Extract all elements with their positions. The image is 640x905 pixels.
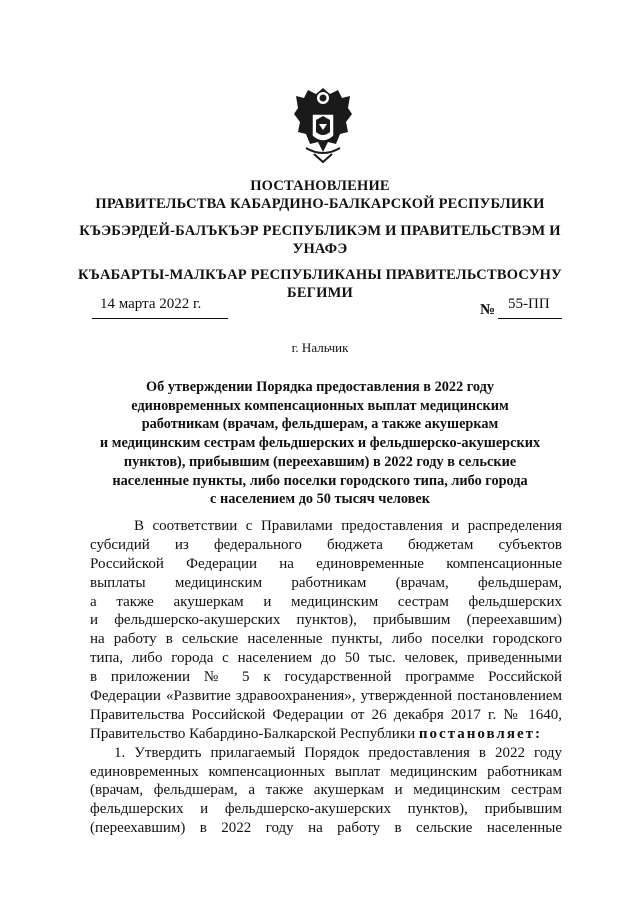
body-line: Федерации «Развитие здравоохранения», утвержденной постановлением [90, 688, 562, 705]
coat-of-arms-emblem [292, 84, 354, 164]
title-line: и медицинским сестрам фельдшерских и фельдшерско-акушерских [99, 435, 541, 452]
number-underline [498, 318, 562, 319]
document-number: 55-ПП [508, 296, 550, 312]
title-line: пунктов), прибывшим (переехавшим) в 2022 году в сельские [123, 453, 517, 470]
body-line: в приложении № 5 к государственной программе Российской [90, 669, 562, 686]
body-line: В соответствии с Правилами предоставления и распределения [134, 518, 562, 534]
body-line: субсидий из федерального бюджета бюджетам субъектов [90, 536, 562, 553]
body-line: (переехавшим) в 2022 году на работу в сельские населенные [90, 820, 562, 837]
body-line: 1. Утвердить прилагаемый Порядок предоставления в 2022 году [114, 744, 562, 761]
body-line: фельдшерских и фельдшерско-акушерских пунктов), прибывшим [90, 801, 562, 818]
body-line: а также акушеркам и медицинским сестрам фельдшерских [90, 593, 562, 610]
decree-word: постановляет: [418, 725, 542, 742]
heading-kabardian: КЪЭБЭРДЕЙ-БАЛЪКЪЭР РЕСПУБЛИКЭМ И ПРАВИТЕЛЬСТВЭМ И УНАФЭ [79, 223, 561, 257]
body-line: (врачам, фельдшерам, а также акушеркам и медицинским сестрам [90, 782, 562, 799]
document-body [90, 517, 562, 838]
heading-government: ПРАВИТЕЛЬСТВА КАБАРДИНО-БАЛКАРСКОЙ РЕСПУБЛИКИ [95, 196, 545, 212]
title-line: населенные пункты, либо поселки городского типа, либо города [112, 472, 528, 489]
title-line: работникам (врачам, фельдшерам, а также акушеркам [141, 416, 499, 433]
document-city: г. Нальчик [291, 340, 349, 355]
number-sign: № [480, 302, 496, 318]
body-line: и фельдшерско-акушерских пунктов), прибывшим (переехавшим) [90, 612, 562, 629]
body-line: единовременных компенсационных выплат медицинским работникам [90, 763, 562, 780]
heading-decree: ПОСТАНОВЛЕНИЕ [250, 178, 390, 194]
date-underline [92, 318, 228, 319]
body-line: на работу в сельские населенные пункты, либо поселки городского [90, 631, 562, 648]
document-date: 14 марта 2022 г. [100, 296, 202, 312]
title-line: с населением до 50 тысяч человек [210, 491, 430, 508]
heading-balkar: КЪАБАРТЫ-МАЛКЪАР РЕСПУБЛИКАНЫ ПРАВИТЕЛЬСТВОСУНУ БЕГИМИ [78, 267, 562, 301]
body-line: Правительства Российской Федерации от 26 декабря 2017 г. № 1640, [90, 706, 562, 723]
body-line: Правительство Кабардино-Балкарской Республики постановляет: [90, 725, 542, 742]
document-title [80, 378, 560, 509]
body-line: типа, либо города с населением до 50 тыс. человек, приведенными [90, 650, 562, 667]
body-line: Российской Федерации на единовременные компенсационные [90, 555, 562, 572]
document-heading [60, 177, 580, 213]
title-line: единовременных компенсационных выплат медицинским [131, 397, 509, 414]
title-line: Об утверждении Порядка предоставления в 2022 году [145, 379, 494, 395]
body-line: выплаты медицинским работникам (врачам, фельдшерам, [90, 574, 562, 591]
